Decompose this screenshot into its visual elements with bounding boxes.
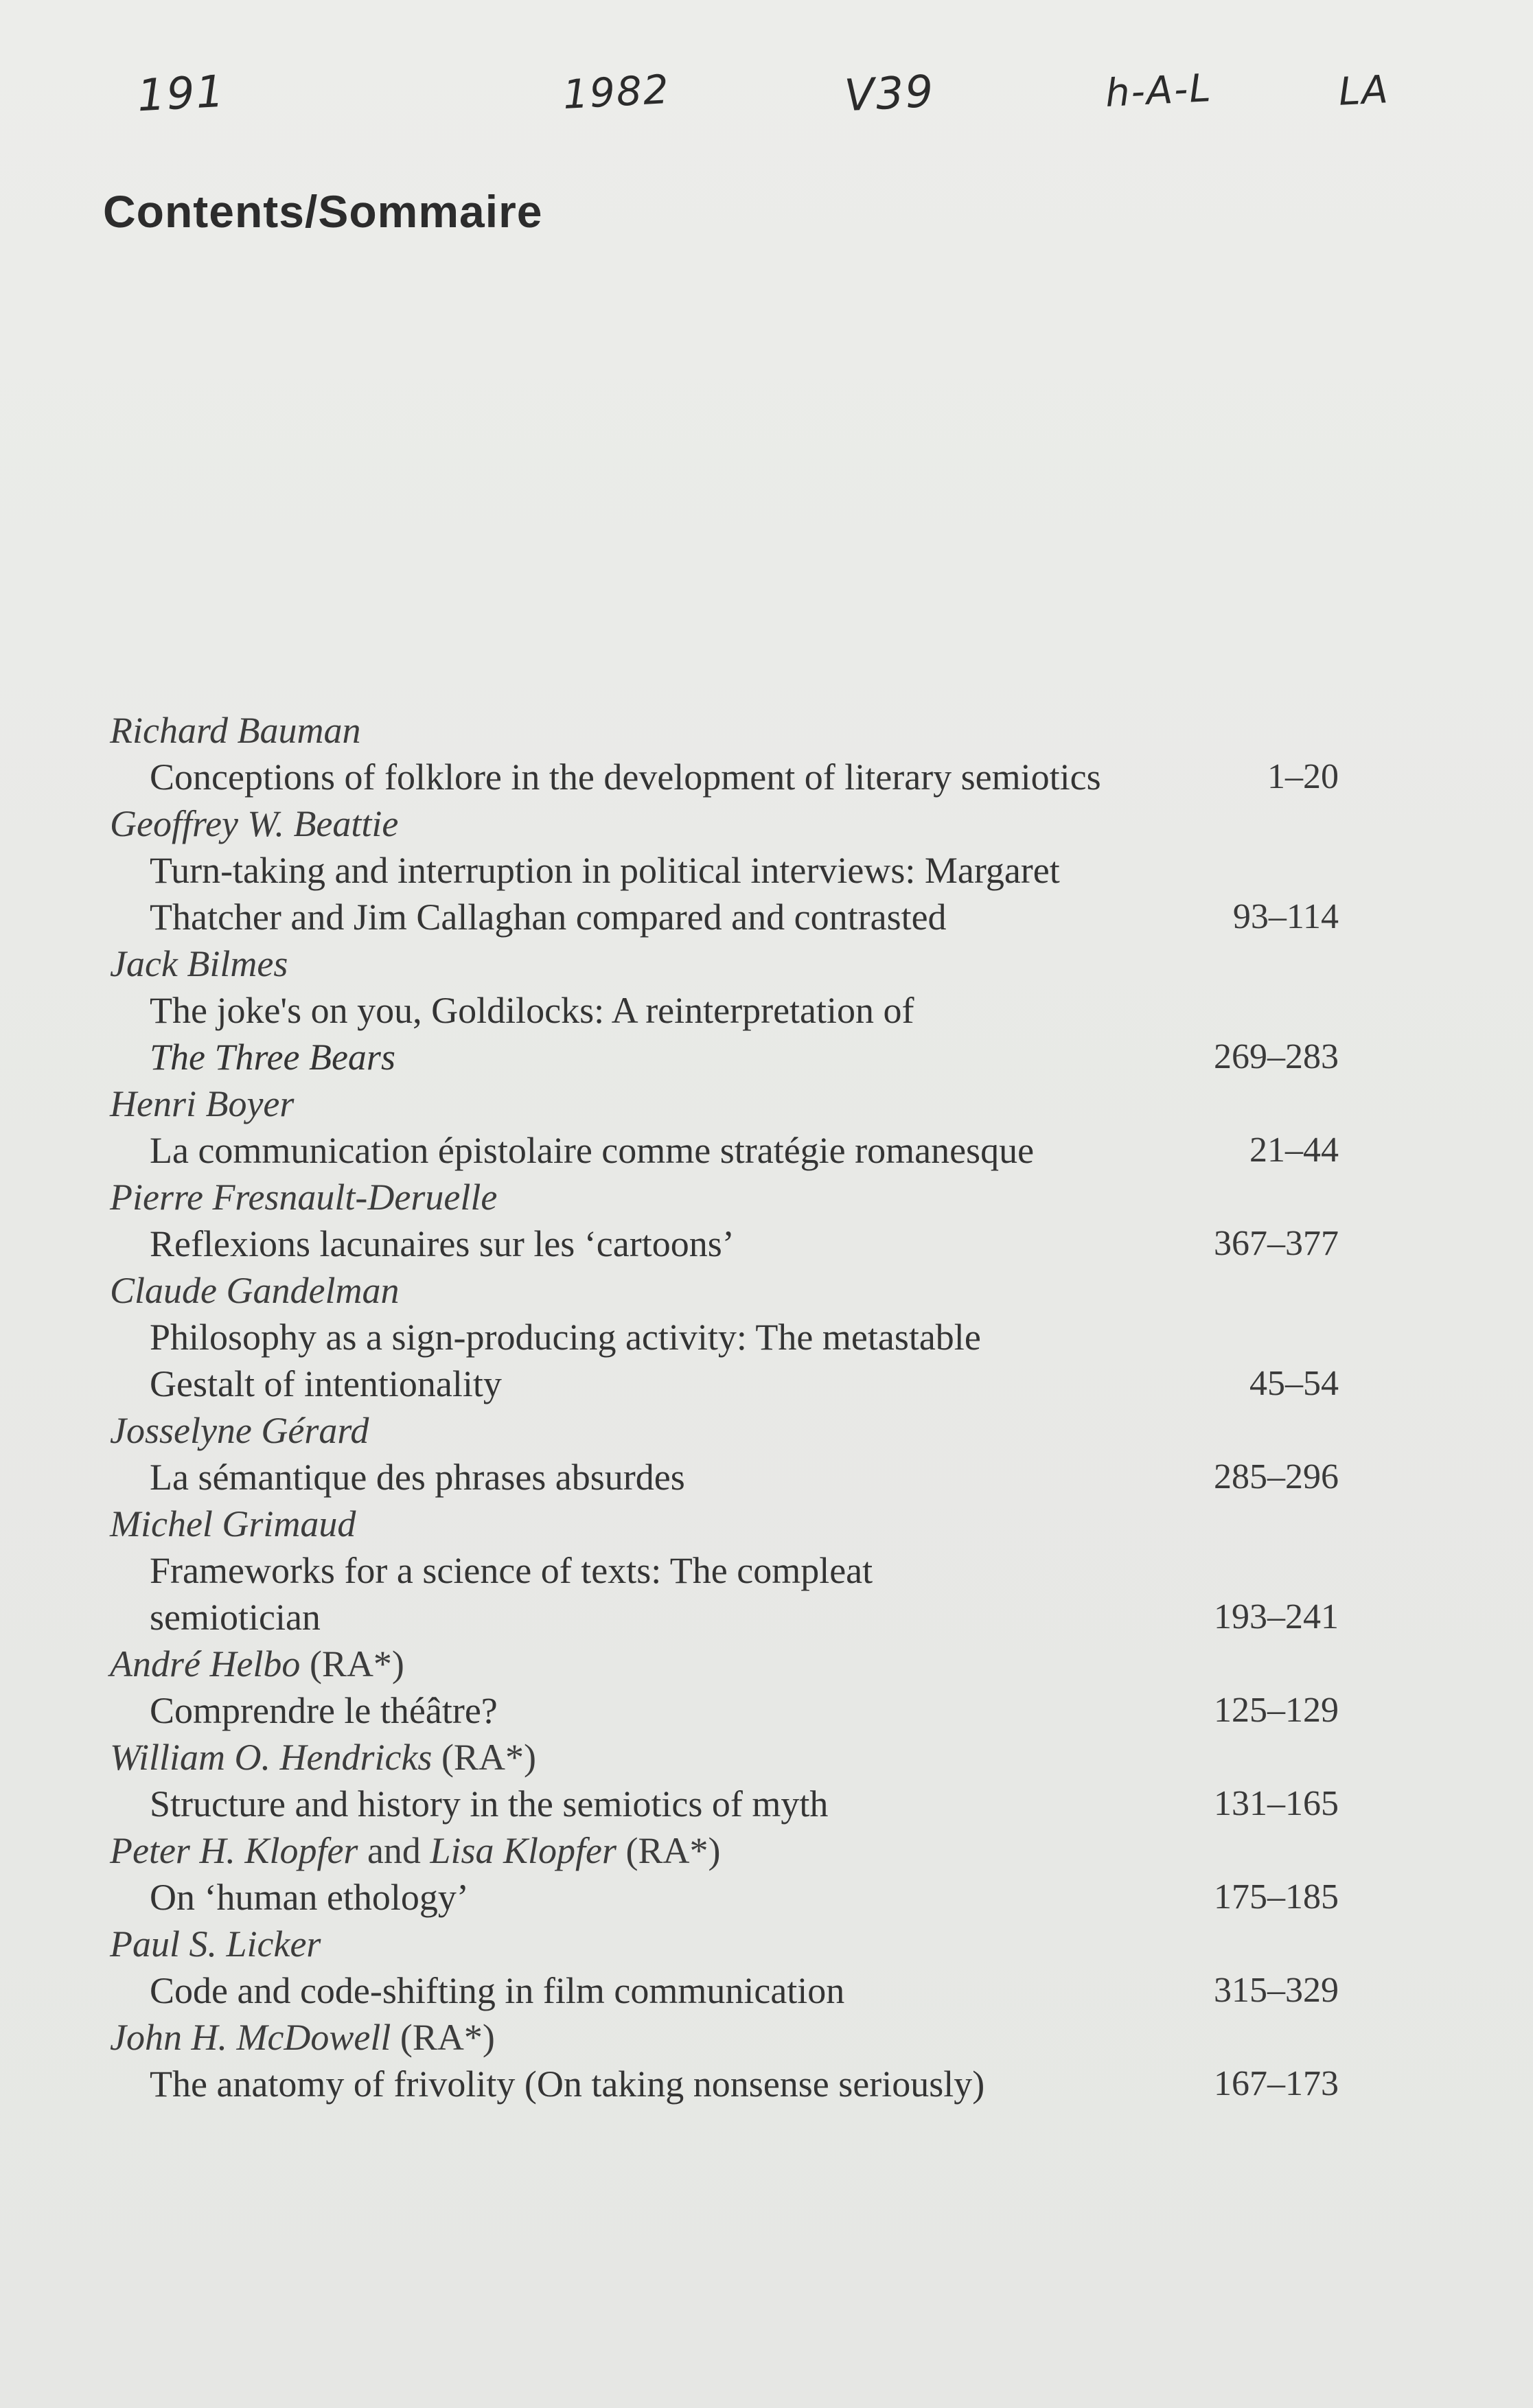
entry-article: [110, 1127, 1346, 1174]
article-title-line: On ‘human ethology’: [150, 1877, 469, 1918]
author-name: Peter H. Klopfer: [110, 1830, 358, 1871]
page-range: 125–129: [1214, 1691, 1339, 1730]
ra-marker: (RA*): [309, 1643, 404, 1685]
article-title-line: Frameworks for a science of texts: The compleat: [150, 1550, 873, 1591]
article-title-line: The joke's on you, Goldilocks: A reinterpretation of: [150, 990, 914, 1031]
toc-entry: [110, 1921, 1346, 2014]
article-title-line: Gestalt of intentionality: [150, 1363, 502, 1404]
handwritten-note-1: 191: [136, 66, 227, 122]
article-title-line: Comprendre le théâtre?: [150, 1690, 498, 1731]
handwritten-note-3: V39: [843, 66, 936, 122]
article-title-line: semiotician: [150, 1597, 321, 1638]
toc-entry: [110, 2014, 1346, 2107]
entry-author: [110, 1827, 1346, 1874]
page-range: 93–114: [1232, 897, 1339, 936]
toc-entry: [110, 940, 1346, 1080]
page-title: Contents/Sommaire: [103, 186, 543, 237]
author-name: André Helbo: [110, 1643, 301, 1685]
author-conjunction: and: [367, 1830, 421, 1871]
page-range: 269–283: [1214, 1037, 1339, 1076]
table-of-contents: [110, 707, 1346, 2107]
entry-article: [110, 1874, 1346, 1921]
ra-marker: (RA*): [400, 2017, 495, 2058]
toc-entry: [110, 707, 1346, 800]
author-name: Lisa Klopfer: [430, 1830, 616, 1871]
page-range: 285–296: [1214, 1457, 1339, 1496]
entry-article: [110, 2061, 1346, 2107]
entry-article: [110, 1314, 1346, 1407]
page-range: 193–241: [1214, 1597, 1339, 1636]
entry-author: Paul S. Licker: [110, 1923, 321, 1965]
entry-article: [110, 1967, 1346, 2014]
article-title-line: Philosophy as a sign-producing activity: The metastable: [150, 1317, 981, 1358]
handwritten-note-5: LA: [1337, 67, 1391, 115]
page-range: 131–165: [1214, 1784, 1339, 1823]
article-title-line: The Three Bears: [150, 1037, 395, 1078]
entry-author: Josselyne Gérard: [110, 1410, 369, 1451]
entry-article: [110, 847, 1346, 940]
author-name: William O. Hendricks: [110, 1737, 433, 1778]
page-range: 315–329: [1214, 1971, 1339, 2010]
article-title-line: Turn-taking and interruption in political interviews: Margaret: [150, 850, 1060, 891]
ra-marker: (RA*): [625, 1830, 721, 1871]
author-name: John H. McDowell: [110, 2017, 391, 2058]
entry-author: Henri Boyer: [110, 1083, 295, 1124]
article-title-line: La communication épistolaire comme stratégie romanesque: [150, 1130, 1035, 1171]
toc-entry: [110, 1501, 1346, 1641]
article-title-line: The anatomy of frivolity (On taking nonsense seriously): [150, 2063, 985, 2105]
toc-entry: [110, 1827, 1346, 1921]
entry-article: [110, 754, 1346, 800]
entry-author: Pierre Fresnault-Deruelle: [110, 1177, 498, 1218]
entry-article: [110, 1220, 1346, 1267]
page-range: 367–377: [1214, 1224, 1339, 1263]
entry-article: [110, 1781, 1346, 1827]
article-title-line: La sémantique des phrases absurdes: [150, 1457, 685, 1498]
toc-entry: [110, 1641, 1346, 1734]
page-range: 175–185: [1214, 1877, 1339, 1917]
entry-article: [110, 1687, 1346, 1734]
entry-author: [110, 2014, 1346, 2061]
entry-article: [110, 987, 1346, 1080]
page-range: 45–54: [1249, 1364, 1339, 1403]
toc-entry: [110, 1734, 1346, 1827]
entry-author: Richard Bauman: [110, 710, 361, 751]
article-title-line: Conceptions of folklore in the development of literary semiotics: [150, 756, 1101, 798]
entry-author: Claude Gandelman: [110, 1270, 400, 1311]
toc-entry: [110, 800, 1346, 940]
toc-entry: [110, 1174, 1346, 1267]
toc-entry: [110, 1267, 1346, 1407]
entry-author: [110, 1641, 1346, 1687]
entry-author: Michel Grimaud: [110, 1503, 356, 1544]
toc-entry: [110, 1080, 1346, 1174]
ra-marker: (RA*): [441, 1737, 536, 1778]
page-range: 1–20: [1267, 757, 1339, 796]
article-title-line: Structure and history in the semiotics of myth: [150, 1783, 829, 1825]
entry-author: Geoffrey W. Beattie: [110, 803, 399, 844]
article-title-line: Reflexions lacunaires sur les ‘cartoons’: [150, 1223, 735, 1264]
entry-article: [110, 1547, 1346, 1641]
entry-author: Jack Bilmes: [110, 943, 288, 984]
page-range: 167–173: [1214, 2064, 1339, 2103]
article-title-line: Thatcher and Jim Callaghan compared and contrasted: [150, 896, 947, 938]
toc-entry: [110, 1407, 1346, 1501]
handwritten-note-4: h-A-L: [1104, 65, 1214, 117]
article-title-line: Code and code-shifting in film communication: [150, 1970, 845, 2011]
handwritten-note-2: 1982: [562, 65, 671, 119]
page-range: 21–44: [1249, 1131, 1339, 1170]
entry-article: [110, 1454, 1346, 1501]
entry-author: [110, 1734, 1346, 1781]
